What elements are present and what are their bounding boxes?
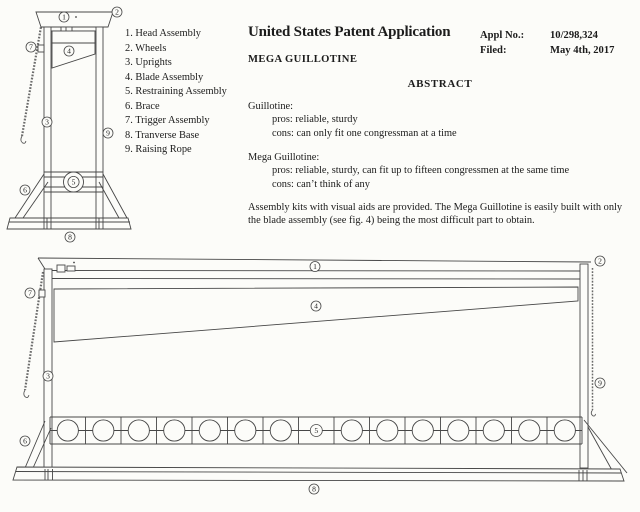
filed-value: May 4th, 2017: [550, 45, 615, 56]
parts-list-item: 7. Trigger Assembly: [125, 115, 210, 126]
svg-text:8: 8: [312, 484, 316, 494]
abstract-section-mega-guillotine: [248, 151, 569, 191]
svg-text:9: 9: [106, 128, 110, 138]
callout-base: [309, 484, 319, 494]
abstract-section-title: Mega Guillotine:: [248, 152, 320, 163]
svg-text:4: 4: [314, 301, 318, 311]
blade-assembly: [54, 287, 578, 342]
svg-text:2: 2: [115, 7, 119, 17]
filed-label: Filed:: [480, 45, 507, 56]
abstract-section-title: Guillotine:: [248, 101, 294, 112]
callout-wheels: [112, 7, 122, 17]
parts-list-item: 3. Uprights: [125, 57, 172, 68]
abstract-closing: Assembly kits with visual aids are provided. The Mega Guillotine is easily built with only the blade assembly (see fig. 4) being the most difficult part to obtain.: [248, 202, 623, 227]
parts-list-item: 8. Tranverse Base: [125, 129, 200, 141]
svg-text:7: 7: [29, 42, 33, 52]
callout-brace: [20, 185, 30, 195]
svg-text:9: 9: [598, 378, 602, 388]
svg-text:6: 6: [23, 436, 27, 446]
mega-guillotine-figure: [0, 250, 640, 512]
callout-trigger: [25, 288, 35, 298]
parts-list-item: 6. Brace: [125, 100, 160, 112]
callout-rope: [103, 128, 113, 138]
raising-rope-line: [21, 21, 42, 143]
transverse-base: [13, 467, 624, 481]
rope-right-line: [591, 268, 595, 416]
application-meta: [480, 28, 614, 58]
svg-text:8: 8: [68, 232, 72, 242]
parts-list: [125, 27, 227, 158]
svg-text:1: 1: [62, 12, 66, 22]
callout-trigger: [26, 42, 36, 52]
callout-blade: [64, 46, 74, 56]
svg-text:5: 5: [314, 426, 319, 436]
svg-text:2: 2: [598, 256, 602, 266]
callout-uprights: [42, 117, 52, 127]
parts-list-item: 1. Head Assembly: [125, 28, 201, 39]
callout-base: [65, 232, 75, 242]
abstract-pros: pros: reliable, sturdy: [272, 114, 358, 126]
invention-title: MEGA GUILLOTINE: [248, 54, 358, 65]
parts-list-item: 9. Raising Rope: [125, 144, 192, 155]
trigger-assembly: [39, 290, 45, 297]
callout-restraining: [68, 176, 79, 187]
abstract-heading: ABSTRACT: [407, 78, 473, 90]
page-title: United States Patent Application: [248, 24, 451, 40]
guillotine-figure: [0, 0, 145, 250]
svg-text:1: 1: [313, 262, 317, 272]
svg-text:4: 4: [67, 46, 71, 56]
parts-list-item: 5. Restraining Assembly: [125, 86, 227, 97]
parts-list-item: 2. Wheels: [125, 42, 167, 54]
parts-list-item: 4. Blade Assembly: [125, 71, 204, 83]
callout-restraining: [310, 425, 322, 437]
svg-text:3: 3: [45, 117, 49, 127]
callout-head: [310, 262, 320, 272]
abstract-pros: pros: reliable, sturdy, can fit up to fifteen congressmen at the same time: [272, 165, 570, 177]
svg-text:5: 5: [71, 177, 76, 187]
callout-uprights: [43, 371, 53, 381]
abstract-cons: cons: can’t think of any: [272, 178, 370, 190]
trigger-assembly: [38, 45, 44, 52]
svg-text:6: 6: [23, 185, 27, 195]
callout-wheels: [595, 256, 605, 266]
svg-text:7: 7: [28, 288, 32, 298]
svg-text:3: 3: [46, 371, 50, 381]
transverse-base: [7, 218, 131, 229]
callout-brace: [20, 436, 30, 446]
abstract-cons: cons: can only fit one congressman at a time: [272, 127, 457, 139]
appl-no-value: 10/298,324: [550, 30, 598, 41]
abstract-section-guillotine: [248, 100, 457, 140]
callout-blade: [311, 301, 321, 311]
callout-rope: [595, 378, 605, 388]
appl-no-label: Appl No.:: [480, 30, 525, 41]
callout-head: [59, 12, 69, 22]
